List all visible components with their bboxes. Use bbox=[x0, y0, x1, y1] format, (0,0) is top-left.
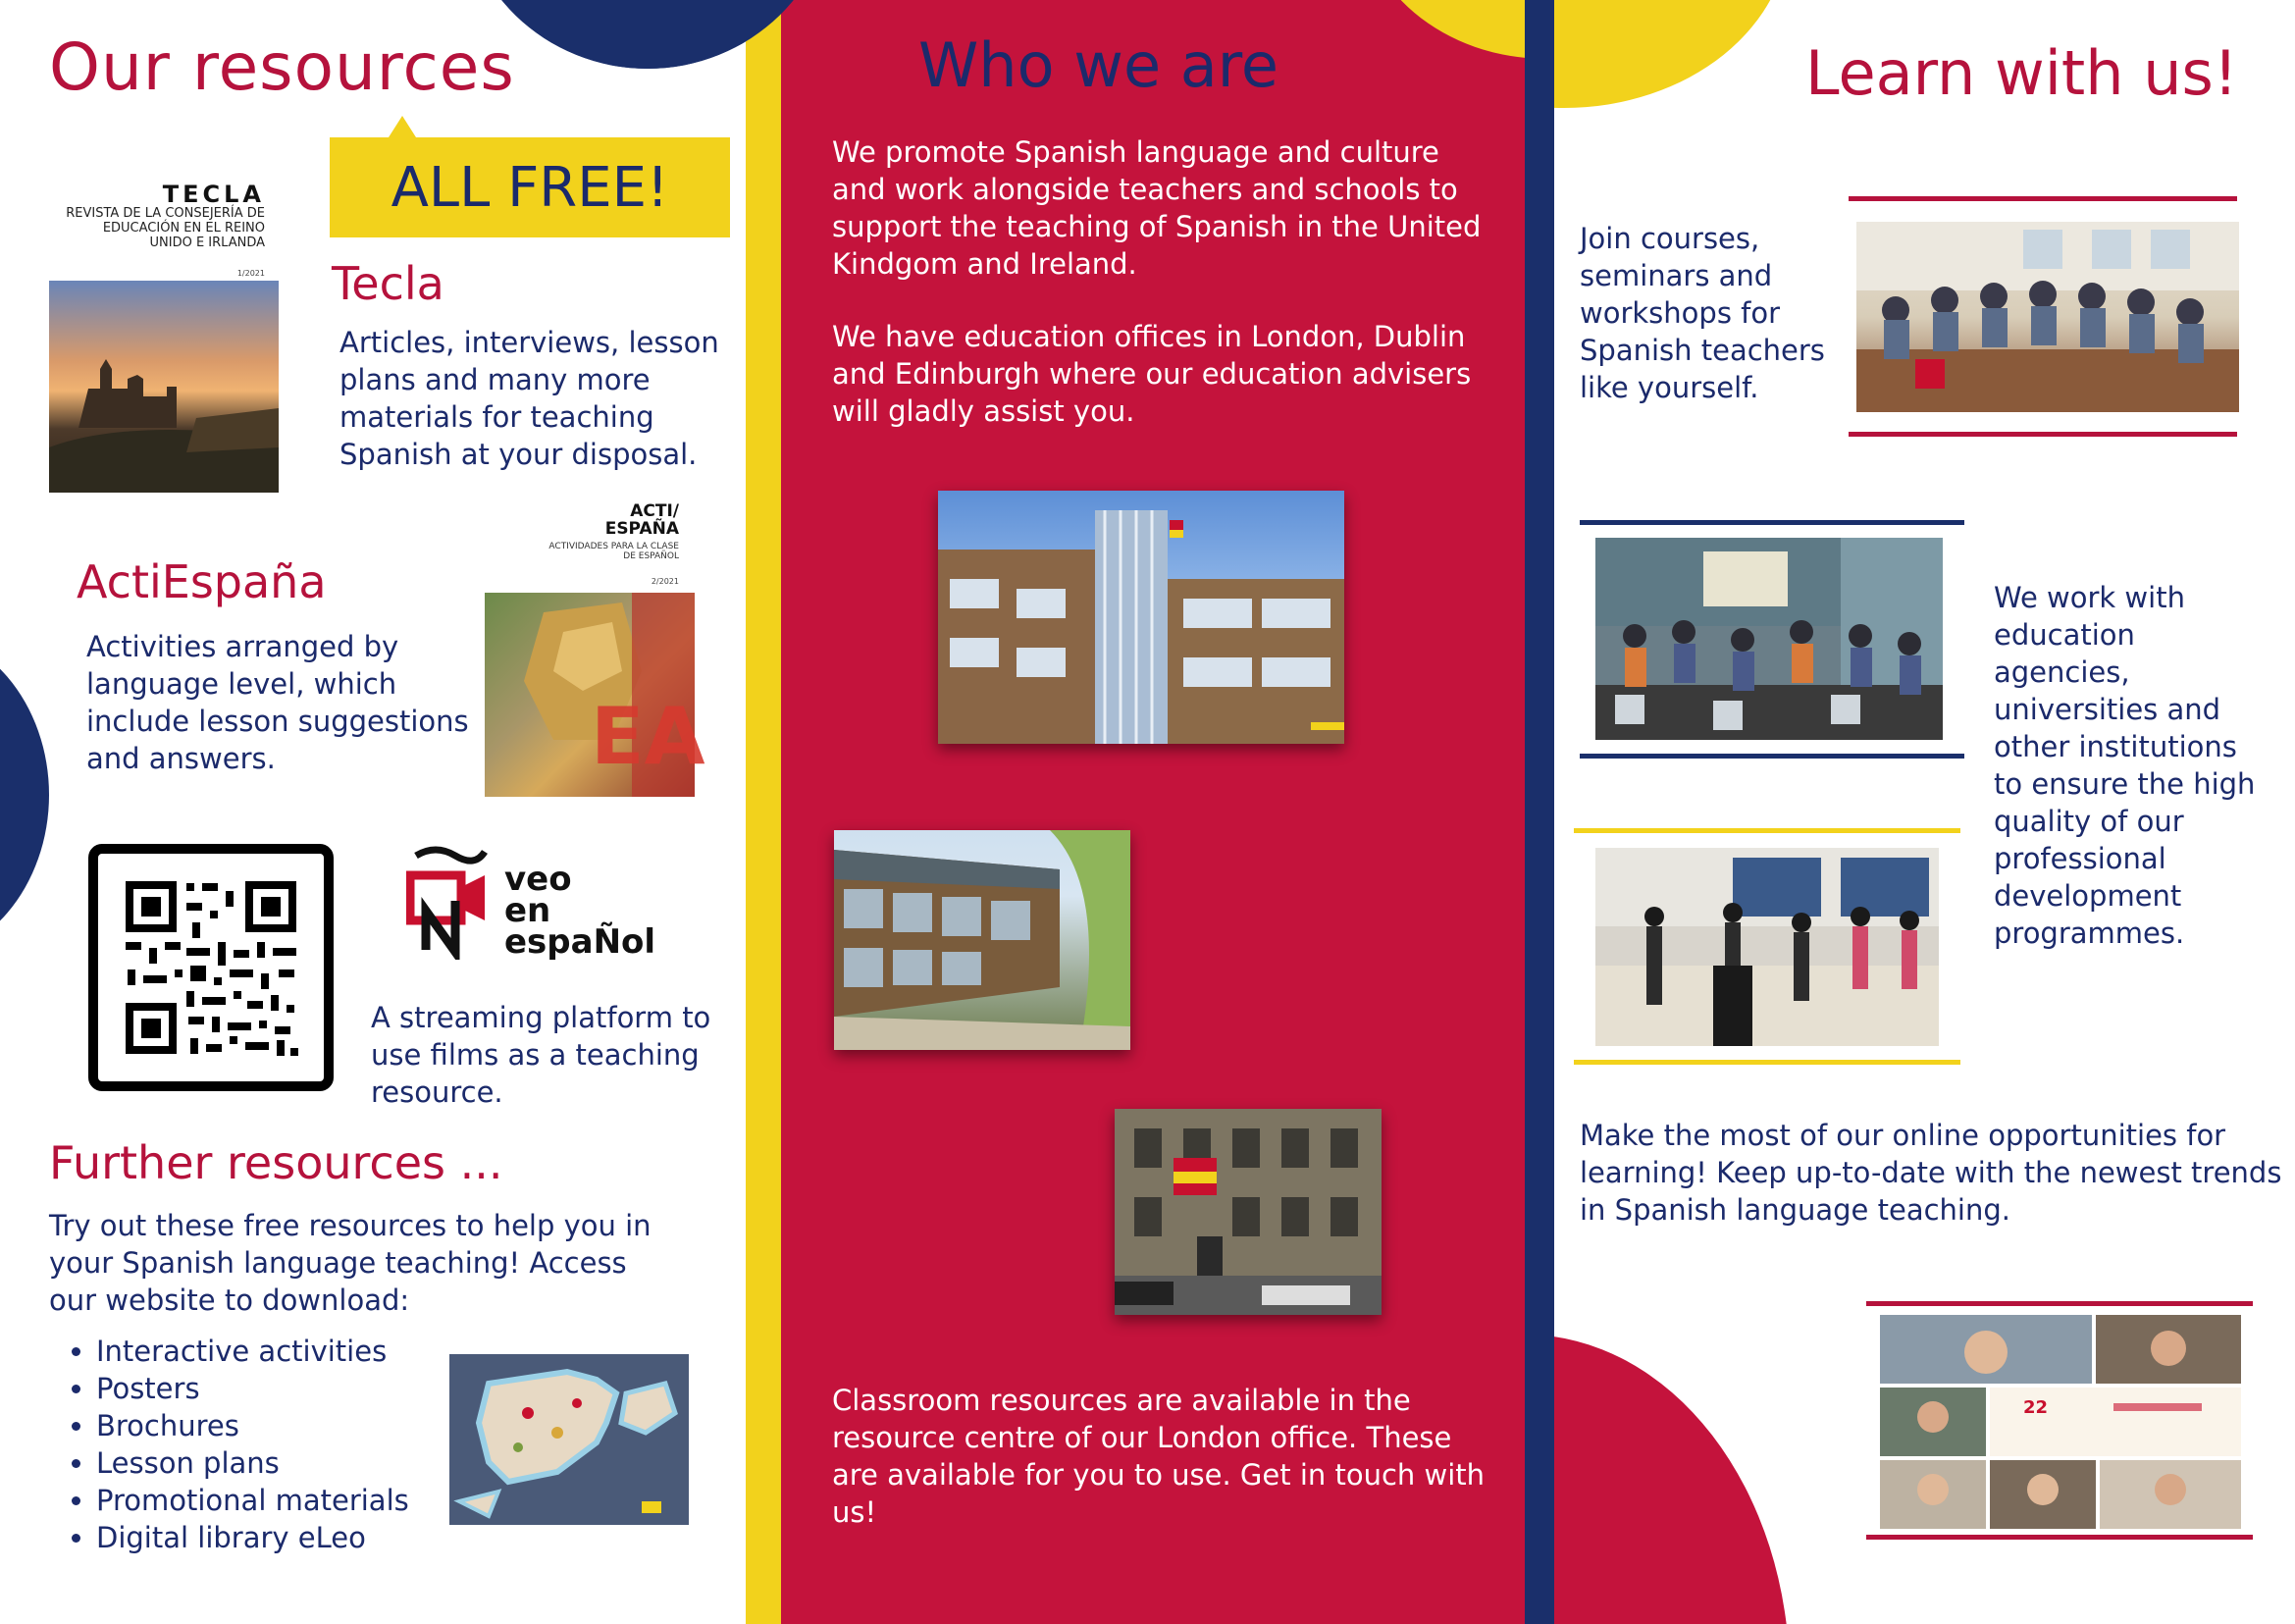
decor-navy-circle-left bbox=[0, 628, 49, 962]
list-item: • Lesson plans bbox=[96, 1444, 489, 1482]
actiespana-cover[interactable] bbox=[485, 501, 705, 797]
spain-map-thumbnail[interactable] bbox=[449, 1354, 689, 1525]
learn-para2: We work with education agencies, universities and other institutions to ensure the high quality of our professional development programmes. bbox=[1994, 581, 2256, 950]
video-call-date: 22 bbox=[2023, 1397, 2049, 1418]
teachers-workshop-photo bbox=[1856, 222, 2239, 412]
veo-logo-line1: veo bbox=[504, 860, 572, 899]
film-camera-icon bbox=[406, 842, 495, 960]
photo4-frame-bottom bbox=[1866, 1535, 2253, 1540]
photo1-frame-bottom bbox=[1849, 432, 2237, 437]
tecla-cover-subtitle: REVISTA DE LA CONSEJERÍA DE EDUCACIÓN EN EL REINO UNIDO E IRLANDA bbox=[66, 206, 265, 250]
page-title-our-resources: Our resources bbox=[49, 29, 515, 105]
seminar-room-photo bbox=[1595, 538, 1943, 740]
learn-with-us-title: Learn with us! bbox=[1805, 37, 2238, 109]
photo2-frame-top bbox=[1580, 520, 1964, 525]
veo-en-espanol-logo[interactable] bbox=[406, 842, 671, 960]
left-panel bbox=[0, 0, 746, 1624]
photo3-frame-top bbox=[1574, 828, 1960, 833]
further-resources-text: Try out these free resources to help you in your Spanish language teaching! Access our website to download: bbox=[49, 1209, 652, 1317]
list-item: • Brochures bbox=[96, 1407, 489, 1444]
veo-description: A streaming platform to use films as a teaching resource. bbox=[371, 1001, 711, 1109]
actiespana-cover-issue: 2/2021 bbox=[651, 577, 679, 586]
tecla-description: Articles, interviews, lesson plans and many more materials for teaching Spanish at your disposal. bbox=[339, 326, 719, 471]
actiespana-cover-subtitle: ACTIVIDADES PARA LA CLASE DE ESPAÑOL bbox=[548, 542, 679, 561]
dublin-office-photo bbox=[834, 830, 1130, 1050]
tecla-cover-image bbox=[49, 281, 279, 493]
actiespana-cover-image bbox=[485, 593, 705, 797]
decor-yellow-circle-right bbox=[1554, 0, 1790, 108]
who-we-are-para1: We promote Spanish language and culture and work alongside teachers and schools to support the teaching of Spanish in the United Kindgom and Ireland. bbox=[832, 135, 1482, 281]
who-we-are-para3: Classroom resources are available in the resource centre of our London office. These are available for you to use. Get in touch with us! bbox=[832, 1384, 1486, 1529]
tecla-cover[interactable] bbox=[49, 177, 279, 493]
actiespana-cover-letters: EA bbox=[591, 691, 705, 782]
all-free-badge: ALL FREE! bbox=[330, 137, 730, 237]
photo2-frame-bottom bbox=[1580, 754, 1964, 759]
photo4-frame-top bbox=[1866, 1301, 2253, 1306]
actiespana-description: Activities arranged by language level, which include lesson suggestions and answers. bbox=[86, 630, 469, 775]
photo3-frame-bottom bbox=[1574, 1060, 1960, 1065]
veo-logo-line3: espaÑol bbox=[504, 922, 656, 962]
list-item: • Posters bbox=[96, 1370, 489, 1407]
tecla-heading: Tecla bbox=[332, 257, 444, 310]
navy-divider-strip bbox=[1525, 0, 1554, 1624]
further-resources-list bbox=[67, 1333, 489, 1556]
video-call-photo bbox=[1878, 1313, 2243, 1531]
list-item: • Interactive activities bbox=[96, 1333, 489, 1370]
edinburgh-office-photo bbox=[1115, 1109, 1382, 1315]
photo1-frame-top bbox=[1849, 196, 2237, 201]
who-we-are-title: Who we are bbox=[918, 29, 1279, 101]
tecla-cover-logo: TECLA bbox=[162, 181, 265, 208]
list-item: • Digital library eLeo bbox=[96, 1519, 489, 1556]
learn-para3: Make the most of our online opportunities for learning! Keep up-to-date with the newest trends in Spanish language teaching. bbox=[1580, 1119, 2282, 1227]
right-panel bbox=[1554, 0, 2295, 1624]
veo-logo-line2: en bbox=[504, 891, 551, 930]
who-we-are-para2: We have education offices in London, Dublin and Edinburgh where our education advisers will gladly assist you. bbox=[832, 320, 1472, 428]
qr-code-pattern bbox=[98, 854, 324, 1081]
list-item: • Promotional materials bbox=[96, 1482, 489, 1519]
learn-para1: Join courses, seminars and workshops for Spanish teachers like yourself. bbox=[1580, 222, 1825, 404]
dance-workshop-photo bbox=[1595, 848, 1939, 1046]
yellow-divider-strip bbox=[746, 0, 781, 1624]
qr-code[interactable] bbox=[88, 844, 334, 1091]
actiespana-heading: ActiEspaña bbox=[77, 555, 327, 608]
free-badge-pointer bbox=[389, 116, 416, 137]
tecla-cover-issue: 1/2021 bbox=[236, 269, 265, 278]
further-resources-heading: Further resources ... bbox=[49, 1136, 503, 1189]
middle-panel bbox=[781, 0, 1525, 1624]
london-office-photo bbox=[938, 491, 1344, 744]
actiespana-cover-logo: ACTI/ ESPAÑA bbox=[604, 501, 679, 539]
decor-crimson-circle-right bbox=[1554, 1335, 1790, 1624]
